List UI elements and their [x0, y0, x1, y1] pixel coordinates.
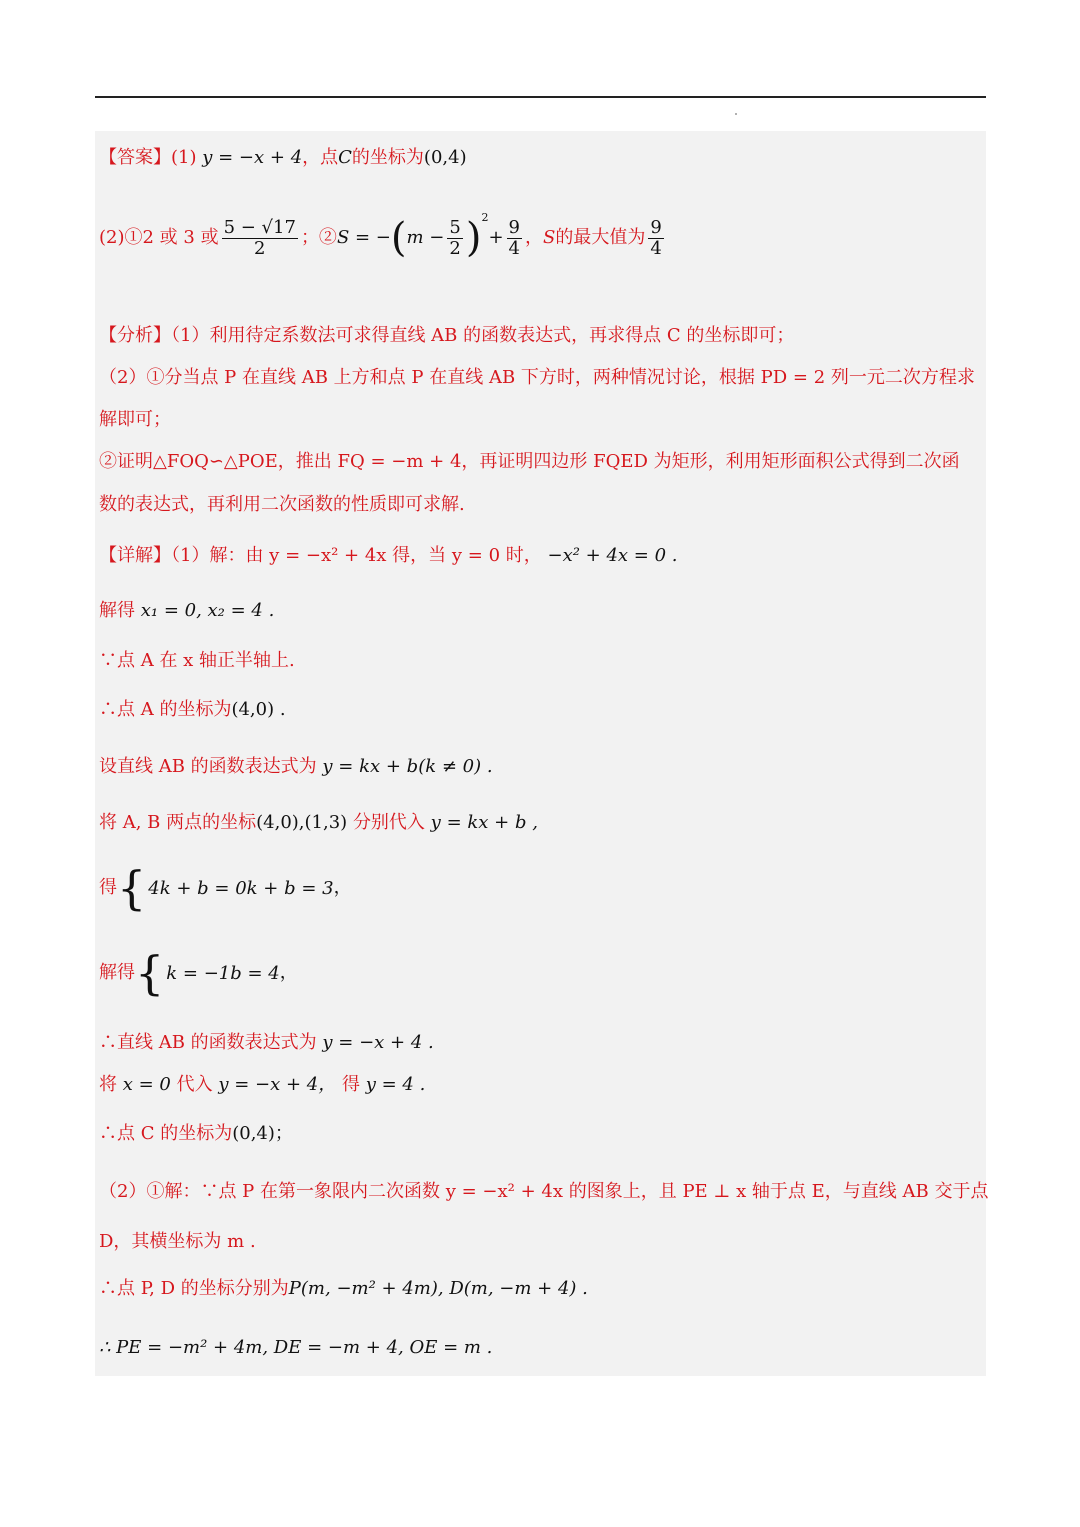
fraction: $\frac{9}{4}$ [650, 216, 662, 259]
fraction: $\frac{5 - √17}{2}$ [223, 216, 296, 259]
analysis-line-4: ②证明△FOQ∽△POE，推出 FQ = −m + 4，再证明四边形 FQED 为矩形，利用矩形面积公式得到二次函 [99, 451, 960, 472]
detail-line-9: ∴直线 AB 的函数表达式为 y = −x + 4 . [99, 1032, 434, 1053]
detail-line-14: ∴点 P, D 的坐标分别为P(m, −m² + 4m), D(m, −m + 4) . [99, 1278, 588, 1299]
detail-line-3: ∵点 A 在 x 轴正半轴上. [99, 650, 295, 671]
detail-label: 【详解】 [99, 545, 171, 566]
detail-line-8: 解得{ k = −1b = 4， [99, 946, 298, 1000]
analysis-line-1: 【分析】（1）利用待定系数法可求得直线 AB 的函数表达式，再求得点 C 的坐标即可； [99, 325, 795, 346]
analysis-label: 【分析】 [99, 325, 171, 346]
header-rule [95, 96, 986, 98]
scan-dot [735, 113, 737, 115]
brace: { [135, 946, 165, 1000]
equation-system: 4k + b = 0k + b = 3 [148, 877, 334, 899]
brace: { [117, 861, 147, 915]
equation-system: k = −1b = 4 [166, 962, 280, 984]
detail-line-5: 设直线 AB 的函数表达式为 y = kx + b(k ≠ 0) . [99, 756, 493, 777]
detail-line-15: ∴ PE = −m² + 4m, DE = −m + 4, OE = m . [99, 1337, 493, 1358]
analysis-line-3: 解即可； [99, 409, 171, 430]
answer-line-1: 【答案】(1) y = −x + 4，点C的坐标为(0,4) [99, 147, 467, 168]
detail-line-2: 解得 x₁ = 0, x₂ = 4 . [99, 600, 275, 621]
detail-line-13: D，其横坐标为 m . [99, 1231, 256, 1252]
analysis-line-5: 数的表达式，再利用二次函数的性质即可求解. [99, 494, 465, 515]
detail-line-6: 将 A, B 两点的坐标(4,0),(1,3) 分别代入 y = kx + b , [99, 812, 538, 833]
detail-line-1: 【详解】（1）解：由 y = −x² + 4x 得，当 y = 0 时， −x² + 4x = 0 . [99, 545, 678, 566]
fraction: $\frac{5}{2}$ [449, 216, 461, 259]
detail-line-12: （2）①解：∵点 P 在第一象限内二次函数 y = −x² + 4x 的图象上，且 PE ⊥ x 轴于点 E，与直线 AB 交于点 [99, 1181, 989, 1202]
fraction: $\frac{9}{4}$ [508, 216, 520, 259]
detail-line-11: ∴点 C 的坐标为(0,4)； [99, 1123, 293, 1144]
answer-label: 【答案】 [99, 147, 171, 168]
detail-line-10: 将 x = 0 代入 y = −x + 4， 得 y = 4 . [99, 1074, 426, 1095]
answer-line-2: (2)①2 或 3 或 $\frac{5 - √17}{2}$ ；②S = −(m − $\frac{5}{2}$ )$^2$+ $\frac{9}{4}$ ，S的最大值为 $\frac{9}{4}$ [99, 211, 662, 261]
detail-line-7: 得{ 4k + b = 0k + b = 3， [99, 861, 352, 915]
detail-line-4: ∴点 A 的坐标为(4,0) . [99, 699, 286, 720]
analysis-line-2: （2）①分当点 P 在直线 AB 上方和点 P 在直线 AB 下方时，两种情况讨论，根据 PD = 2 列一元二次方程求 [99, 367, 975, 388]
